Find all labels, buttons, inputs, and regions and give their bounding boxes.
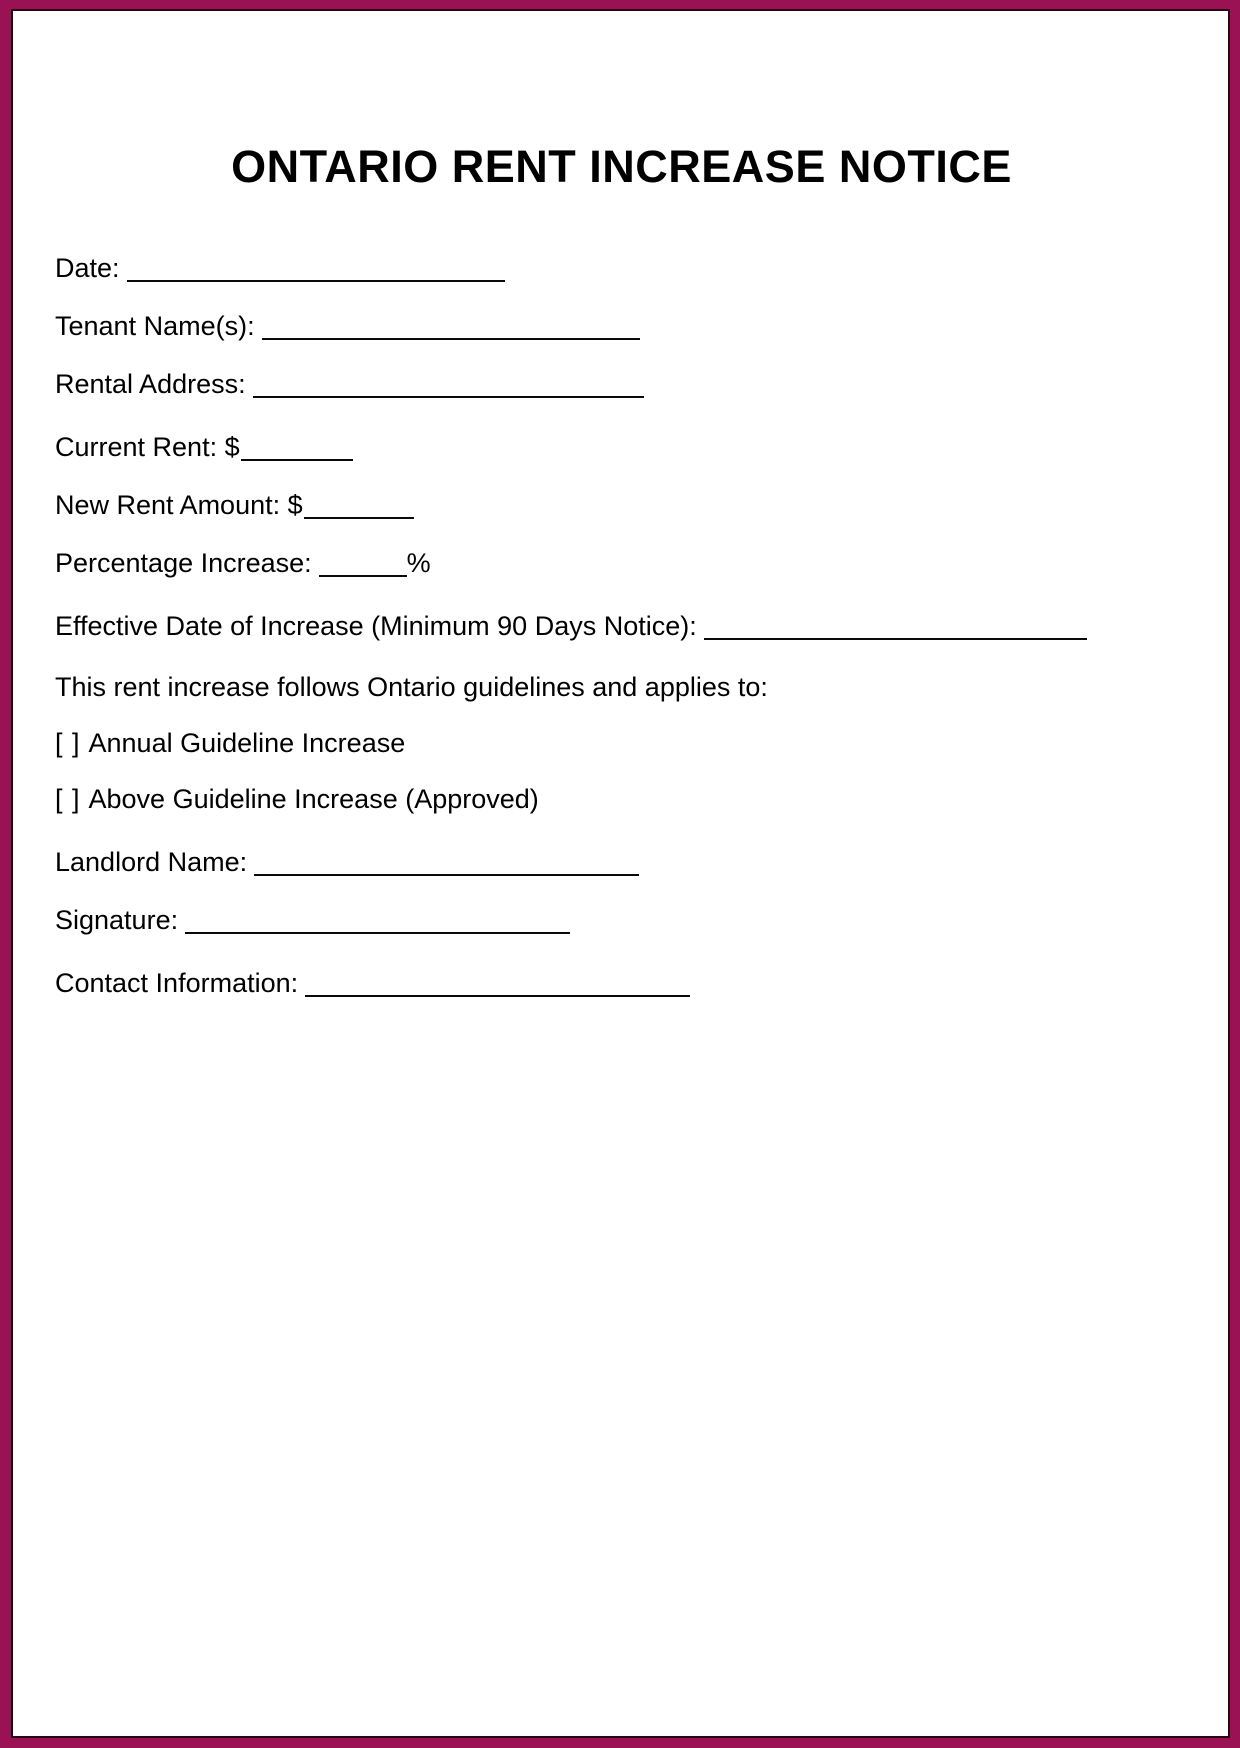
percentage-increase-blank-line[interactable] (319, 549, 407, 577)
checkbox-row-annual-guideline (55, 726, 1188, 760)
field-effective-date (55, 607, 1188, 643)
above-guideline-checkbox[interactable]: [ ] (55, 784, 81, 814)
current-rent-currency-sign: $ (224, 432, 240, 462)
new-rent-currency-sign: $ (287, 490, 303, 520)
effective-date-blank-line[interactable] (704, 612, 1087, 640)
field-signature (55, 901, 1188, 937)
rental-address-label: Rental Address: (55, 369, 246, 399)
field-contact-information (55, 964, 1188, 1000)
new-rent-blank-line[interactable] (304, 491, 414, 519)
date-blank-line[interactable] (127, 254, 505, 282)
tenant-names-label: Tenant Name(s): (55, 311, 255, 341)
effective-date-label: Effective Date of Increase (Minimum 90 Days Notice): (55, 611, 697, 641)
landlord-name-blank-line[interactable] (254, 848, 639, 876)
current-rent-label: Current Rent: (55, 432, 218, 462)
rental-address-blank-line[interactable] (253, 370, 644, 398)
signature-label: Signature: (55, 905, 179, 935)
contact-information-blank-line[interactable] (305, 969, 690, 997)
field-current-rent (55, 428, 1188, 464)
tenant-names-blank-line[interactable] (262, 312, 640, 340)
percentage-increase-label: Percentage Increase: (55, 548, 312, 578)
field-date (55, 249, 1188, 285)
field-rental-address (55, 365, 1188, 401)
checkbox-row-above-guideline (55, 782, 1188, 816)
field-percentage-increase (55, 544, 1188, 580)
field-tenant-names (55, 307, 1188, 343)
document-page (11, 9, 1230, 1738)
field-new-rent (55, 486, 1188, 522)
signature-blank-line[interactable] (185, 906, 570, 934)
date-label: Date: (55, 253, 120, 283)
above-guideline-label: Above Guideline Increase (Approved) (88, 784, 539, 814)
document-title: ONTARIO RENT INCREASE NOTICE (231, 141, 1012, 192)
field-landlord-name (55, 843, 1188, 879)
landlord-name-label: Landlord Name: (55, 847, 248, 877)
annual-guideline-checkbox[interactable]: [ ] (55, 728, 81, 758)
contact-information-label: Contact Information: (55, 968, 299, 998)
new-rent-label: New Rent Amount: (55, 490, 281, 520)
form-body (55, 249, 1188, 1000)
guidelines-statement-text: This rent increase follows Ontario guidelines and applies to: (55, 672, 768, 702)
percent-sign: % (406, 548, 431, 578)
current-rent-blank-line[interactable] (241, 433, 353, 461)
annual-guideline-label: Annual Guideline Increase (88, 728, 406, 758)
guidelines-statement (55, 670, 1188, 704)
